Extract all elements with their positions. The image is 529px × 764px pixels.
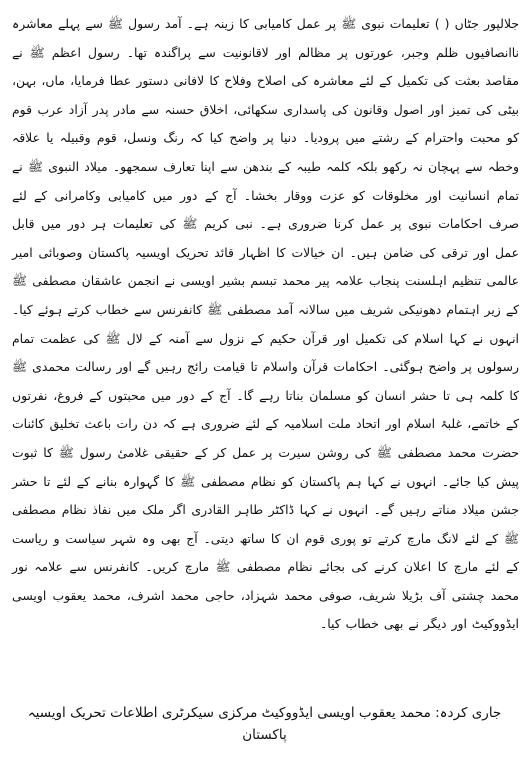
article-body xyxy=(12,10,519,639)
issued-by-footer: جاری کردہ: محمد یعقوب اویسی ایڈووکیٹ مرکزی سیکرٹری اطلاعات تحریک اویسیہ پاکستان xyxy=(27,705,502,743)
article-paragraph: جلالپور جٹاں ( ) تعلیمات نبوی ﷺ پر عمل کامیابی کا زینہ ہے۔ آمد رسول ﷺ سے پہلے معاشرہ ناانصافیوں ظلم وجبر، عورتوں پر مظالم اور لاقانونیت سے پراگندہ تھا۔ رسول اعظم ﷺ نے مقاصد بعثت کی تکمیل کے لئے معاشرہ کی اصلاح وفلاح کا لافانی دستور عطا فرمایا، ماں، بہن، بیٹی کی تمیز اور اصول وقانون کی پاسداری سکھائی، اخلاق حسنہ سے مادر پدر آزاد عرب قوم کو محبت واحترام کے رشتے میں پرودیا۔ دنیا پر واضح کیا کہ رنگ ونسل، قوم وقبیلہ یا علاقہ وخطہ سے پہچان نہ رکھو بلکہ کلمہ طیبہ کے بندھن سے اپنا تعارف سمجھو۔ میلاد النبوی ﷺ نے تمام انسانیت اور مخلوقات کو عزت ووقار بخشا۔ آج کے دور میں کامیابی وکامرانی کے لئے صرف احکامات نبوی پر عمل کرنا ضروری ہے۔ نبی کریم ﷺ کی تعلیمات ہر دور میں قابل عمل اور ترقی کی ضامن ہیں۔ ان خیالات کا اظہار قائد تحریک اویسیہ پاکستان وصوبائی امیر عالمی تنظیم اہلسنت پنجاب علامہ پیر محمد تبسم بشیر اویسی نے انجمن عاشقان مصطفی ﷺ کے زیر اہتمام دھونیکی شریف میں سالانہ آمد مصطفی ﷺ کانفرنس سے خطاب کرتے ہوئے کیا۔ انہوں نے کہا اسلام کی تکمیل اور قرآن حکیم کے نزول سے آمنہ کے لال ﷺ کی عظمت تمام رسولوں پر واضح ہوگئی۔ احکامات قرآن واسلام تا قیامت رائج رہیں گے اور رسالت محمدی ﷺ کا کلمہ ہی تا حشر انسان کو مسلمان بناتا رہے گا۔ آج کے دور میں محبتوں کے فروغ، نفرتوں کے خاتمے، غلبۂ اسلام اور اتحاد ملت اسلامیہ کے لئے ضروری ہے کہ دن رات باعث تخلیق کائنات حضرت محمد مصطفی ﷺ کی روشن سیرت پر عمل کر کے حقیقی غلامیٔ رسول ﷺ کا ثبوت پیش کیا جائے۔ انہوں نے کہا ہم پاکستان کو نظام مصطفی ﷺ کا گہوارہ بنانے کے لئے تا حشر جشن میلاد مناتے رہیں گے۔ انہوں نے کہا ڈاکٹر طاہر القادری اگر ملک میں نفاذ نظام مصطفی ﷺ کے لئے لانگ مارچ کرتے تو پوری قوم ان کا ساتھ دیتی۔ آج بھی وہ شہر سیاست و ریاست کے لئے مارچ کا اعلان کرنے کی بجائے نظام مصطفی ﷺ مارچ کریں۔ کانفرنس سے علامہ نور محمد چشتی آف بڑیلا شریف، صوفی محمد شہزاد، حاجی محمد اشرف، محمد یعقوب اویسی ایڈووکیٹ اور دیگر نے بھی خطاب کیا۔ xyxy=(12,16,519,632)
